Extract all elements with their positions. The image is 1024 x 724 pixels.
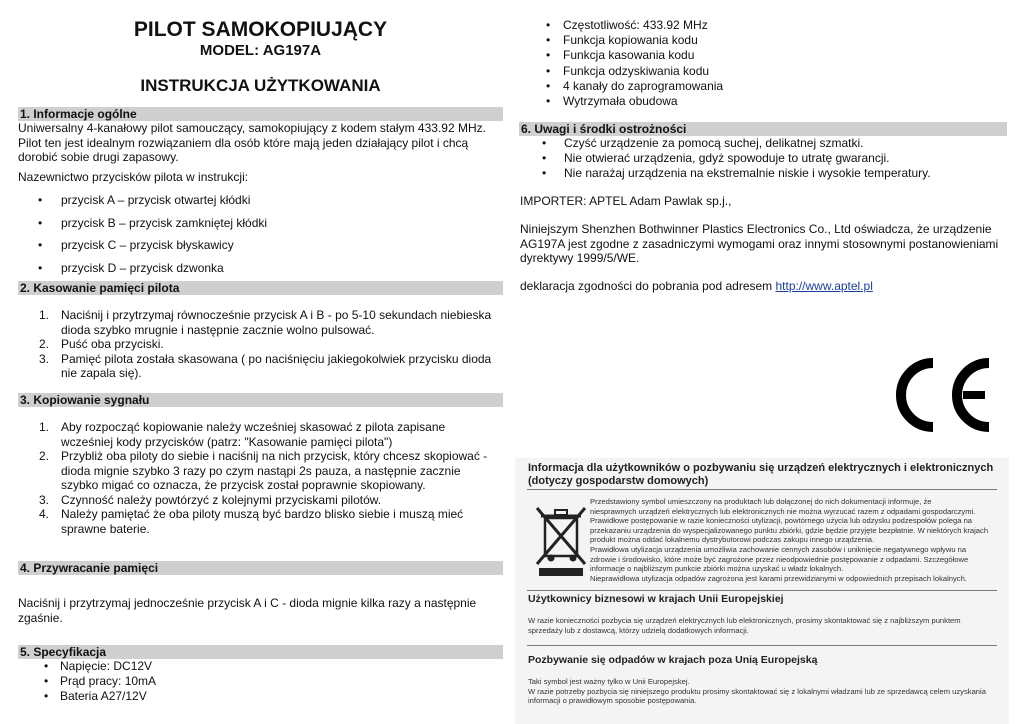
list-item: • Prąd pracy: 10mA xyxy=(44,674,157,688)
download-declaration xyxy=(520,279,873,294)
section-heading-specification: 5. Specyfikacja xyxy=(18,645,503,659)
memory-reset-steps xyxy=(39,308,501,381)
list-item-text: przycisk A – przycisk otwartej kłódki xyxy=(61,193,251,207)
button-list xyxy=(38,193,501,283)
button-naming-intro: Nazewnictwo przycisków pilota w instrukcji: xyxy=(18,170,249,184)
list-item-text: Nie otwierać urządzenia, gdyż spowoduje to utratę gwarancji. xyxy=(564,151,890,165)
list-item-text: Prąd pracy: 10mA xyxy=(60,674,157,688)
list-item-text: Funkcja kopiowania kodu xyxy=(563,33,698,48)
spec-list-left xyxy=(44,659,360,704)
list-item: • Napięcie: DC12V xyxy=(44,659,153,673)
list-item-text: Funkcja kasowania kodu xyxy=(563,48,695,63)
document-title: PILOT SAMOKOPIUJĄCY xyxy=(133,18,388,41)
list-item: • Czyść urządzenie za pomocą suchej, delikatnej szmatki. xyxy=(542,136,864,150)
manual-subtitle: INSTRUKCJA UŻYTKOWANIA xyxy=(140,76,381,95)
weee-business-text: W razie konieczności pozbycia się urządzeń elektrycznych lub elektronicznych, prosimy skontaktować się z najbliższym punktem sprzedaży lub z dostawcą, którzy udzielą dodatkowych informacji. xyxy=(528,616,961,635)
list-item-text: Wytrzymała obudowa xyxy=(563,94,678,109)
list-item: 1. Naciśnij i przytrzymaj równocześnie przycisk A i B - po 5-10 sekundach niebieska dioda szybko mrugnie i następnie zacznie wolno pulsować. xyxy=(39,308,492,337)
precautions-list xyxy=(542,136,1004,181)
list-item: 3. Czynność należy powtórzyć z kolejnymi przyciskami pilotów. xyxy=(39,492,382,507)
list-item: 2. Przybliż oba piloty do siebie i naciśnij na nich przycisk, który chcesz skopiować - dioda mignie szybko 3 razy po czym nastąpi 2s pauza, a następnie zacznie szybko migać co oznacza, że przycisk został poprawnie skopiowany. xyxy=(39,449,488,492)
weee-heading: Informacja dla użytkowników o pozbywaniu się urządzeń elektrycznych i elektronicznych (dotyczy gospodarstw domowych) xyxy=(528,462,994,487)
text-line: Naciśnij i przytrzymaj jednocześnie przycisk A i C - dioda mignie kilka razy a następnie xyxy=(18,596,477,610)
text-line: dorobić sobie drugi zapasowy. xyxy=(18,150,179,164)
weee-outside-eu-text: Taki symbol jest ważny tylko w Unii Europejskej. W razie potrzeby pozbycia się niniejszego produktu prosimy skontaktować się z lokalnymi władzami lub ze sprzedawcą celem uzyskania informacji o prawidłowym sposobie postępowania. xyxy=(528,677,986,706)
model-number: MODEL: AG197A xyxy=(199,42,322,59)
list-item: 4. Należy pamiętać że oba piloty muszą być bardzo blisko siebie i muszą mieć sprawne baterie. xyxy=(39,507,464,536)
list-item-text: Funkcja odzyskiwania kodu xyxy=(563,63,710,78)
list-item: • Częstotliwość: 433.92 MHz xyxy=(546,18,708,32)
list-item-text: Bateria A27/12V xyxy=(60,689,147,703)
text-line: zgaśnie. xyxy=(18,610,63,625)
list-item-text: przycisk B – przycisk zamkniętej kłódki xyxy=(61,215,268,230)
section-heading-precautions: 6. Uwagi i środki ostrożności xyxy=(519,122,1007,136)
memory-restore-text xyxy=(18,596,503,625)
section-heading-general: 1. Informacje ogólne xyxy=(18,107,503,121)
weee-info-panel xyxy=(515,458,1009,724)
list-item: • 4 kanały do zaprogramowania xyxy=(546,78,724,93)
list-item: • Wytrzymała obudowa xyxy=(546,94,678,109)
text-line: dyrektywy 1999/5/WE. xyxy=(520,251,640,265)
divider xyxy=(527,590,997,591)
text-line: Pilot ten jest idealnym rozwiązaniem dla osób które mają jeden działający pilot i chcą xyxy=(18,135,469,150)
divider xyxy=(527,645,997,646)
importer-text: IMPORTER: APTEL Adam Pawlak sp.j., xyxy=(520,194,732,208)
list-item-text: Czyść urządzenie za pomocą suchej, delikatnej szmatki. xyxy=(564,136,864,150)
list-item-text: 4 kanały do zaprogramowania xyxy=(563,78,724,93)
download-text: deklaracja zgodności do pobrania pod adresem xyxy=(520,279,776,293)
list-item: 1. Aby rozpocząć kopiowanie należy wcześniej skasować z pilota zapisane wcześniej kody przycisków (patrz: "Kasowanie pamięci pilota") xyxy=(39,420,446,449)
section-heading-copy-signal: 3. Kopiowanie sygnału xyxy=(18,393,503,407)
list-item-text: przycisk C – przycisk błyskawicy xyxy=(61,238,234,252)
list-item: • Nie otwierać urządzenia, gdyż spowoduje to utratę gwarancji. xyxy=(542,151,890,165)
section-heading-memory-reset: 2. Kasowanie pamięci pilota xyxy=(18,281,503,295)
crossed-bin-icon xyxy=(535,504,591,582)
text-line: AG197A jest zgodne z zasadniczymi wymogami oraz innymi stosownymi postanowieniami xyxy=(520,236,999,251)
spec-list-right xyxy=(546,18,993,109)
list-item-text: przycisk D – przycisk dzwonka xyxy=(61,260,224,275)
ce-mark-icon xyxy=(893,357,999,433)
text-line: Uniwersalny 4-kanałowy pilot samouczący, samokopiujący z kodem stałym 433.92 MHz. xyxy=(18,121,486,135)
list-item: • przycisk A – przycisk otwartej kłódki xyxy=(38,193,251,207)
list-item-text: Napięcie: DC12V xyxy=(60,659,153,673)
conformity-declaration xyxy=(520,222,1007,266)
weee-business-heading: Użytkownicy biznesowi w krajach Unii Europejskiej xyxy=(528,593,784,605)
text-line: Niniejszym Shenzhen Bothwinner Plastics Electronics Co., Ltd oświadcza, że urządzenie xyxy=(520,222,992,236)
list-item: • Funkcja odzyskiwania kodu xyxy=(546,63,710,78)
list-item-text: Częstotliwość: 433.92 MHz xyxy=(563,18,708,32)
list-item: • Funkcja kopiowania kodu xyxy=(546,33,698,48)
list-item: • przycisk B – przycisk zamkniętej kłódki xyxy=(38,215,268,230)
weee-outside-eu-heading: Pozbywanie się odpadów w krajach poza Unią Europejską xyxy=(528,654,818,666)
list-item: • Bateria A27/12V xyxy=(44,689,147,703)
aptel-website-link[interactable]: http://www.aptel.pl xyxy=(775,279,873,293)
section-heading-memory-restore: 4. Przywracanie pamięci xyxy=(18,561,503,575)
list-item: 3. Pamięć pilota została skasowana ( po naciśnięciu jakiegokolwiek przycisku dioda nie zapala się). xyxy=(39,351,492,380)
weee-body: Przedstawiony symbol umieszczony na produktach lub dołączonej do nich dokumentacji informuje, że niesprawnych urządzeń elektrycznych lub elektronicznych nie można wyrzucać razem z odpadami gospodarczymi. Prawidłowe postępowanie w razie konieczności utylizacji, powtórnego użycia lub odzysku podzespołów polega na przekazaniu urządzenia do wyspecjalizowanego punktu zbiórki, gdzie będzie przyjęte bezpłatnie. W niektórych krajach produkt można oddać lokalnemu dystrybutorowi podczas zakupu innego urządzenia. Prawidłowa utylizacja urządzenia umożliwia zachowanie cennych zasobów i uniknięcie negatywnego wpływu na zdrowie i środowisko, które może być zagrożone przez nieodpowiednie postępowanie z odpadami. Szczegółowe informacje o najbliższym punkcie zbiórki można uzyskać u władz lokalnych. Nieprawidłowa utylizacja odpadów zagrożona jest karami przewidzianymi w odpowiednich przepisach lokalnych. xyxy=(590,497,989,583)
divider xyxy=(527,489,997,490)
list-item: • przycisk C – przycisk błyskawicy xyxy=(38,238,234,252)
list-item: • Nie narażaj urządzenia na ekstremalnie niskie i wysokie temperatury. xyxy=(542,166,931,180)
list-item: • przycisk D – przycisk dzwonka xyxy=(38,260,224,275)
list-item: 2. Puść oba przyciski. xyxy=(39,337,164,351)
copy-signal-steps xyxy=(39,420,501,536)
list-item: • Funkcja kasowania kodu xyxy=(546,48,695,63)
general-intro xyxy=(18,121,503,165)
list-item-text: Nie narażaj urządzenia na ekstremalnie niskie i wysokie temperatury. xyxy=(564,166,931,180)
